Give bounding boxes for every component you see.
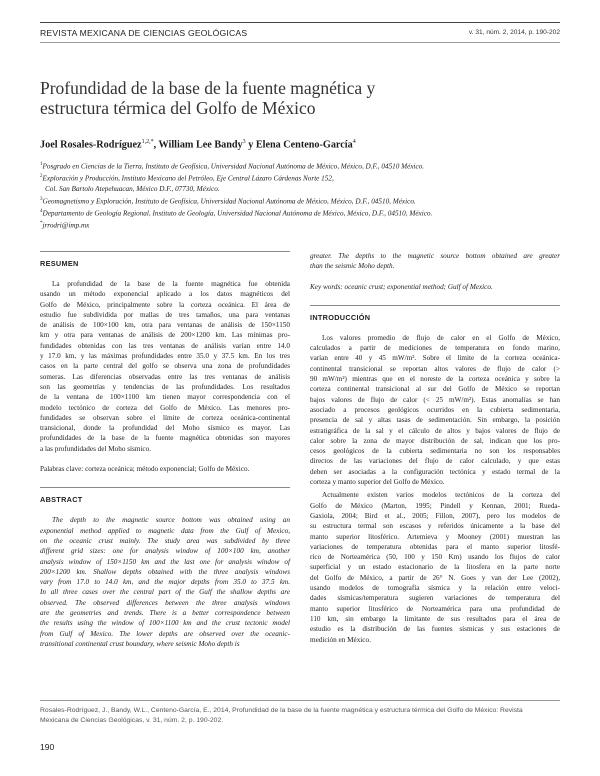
text-line: modelo tectónico de corteza del Golfo de México. Las menores pro- bbox=[40, 403, 290, 412]
introduccion-heading: INTRODUCCIÓN bbox=[310, 312, 371, 322]
text-line: asociado a procesos geológicos ocurridos en la cubierta sedimentaria, bbox=[310, 405, 560, 414]
section-rule bbox=[40, 487, 290, 488]
text-line: Golfo de México (Marton, 1995; Pindell y Kennan, 2001; Rueda- bbox=[310, 501, 560, 510]
author-sep: y bbox=[245, 139, 256, 151]
affiliation: $^3$Geomagnetismo y Exploración, Instituto de Geofísica, Universidad Nacional Autónoma de México, México, D.F., 04510, México. bbox=[40, 196, 416, 205]
top-rule bbox=[40, 22, 560, 23]
text-line: 90 mW/m²) mientras que en el noreste de la corteza oceánica y sobre la bbox=[310, 375, 560, 384]
affiliation: $^4$Departamento de Geología Regional, Instituto de Geología, Universidad Nacional Autónoma de México, México, D.F., 04510, México. bbox=[40, 208, 433, 217]
text-line: La profundidad de la base de la fuente magnética fue obtenida bbox=[52, 280, 290, 288]
resumen-heading: RESUMEN bbox=[40, 259, 79, 268]
text-line: su estructura termal son escasos y referidos únicamente a la base del bbox=[310, 522, 560, 531]
text-line: on the oceanic crust mainly. The study area was subdivided by three bbox=[40, 536, 290, 545]
text-line: Golfo de México, principalmente sobre la corteza oceánica. El área de bbox=[40, 300, 290, 309]
intro-paragraph-1 bbox=[310, 333, 560, 487]
abstract-continuation bbox=[310, 251, 560, 272]
text-line: dades sísmicas/temperatura sugieren variaciones de temperatura del bbox=[310, 594, 560, 603]
text-line: different grid sizes: one for analysis window of 100×100 km, another bbox=[40, 547, 290, 556]
text-line: 110 km, sin embargo la limitante de sus resultados para el área de bbox=[310, 614, 560, 623]
text-line: than the seismic Moho depth. bbox=[310, 262, 395, 271]
article-title bbox=[40, 78, 560, 118]
author-name: William Lee Bandy bbox=[158, 139, 243, 151]
text-line: estudio fue subdividida por mallas de tres tamaños, una para ventanas bbox=[40, 310, 290, 319]
abstract-body bbox=[40, 515, 290, 649]
text-line: profundidades de la base de la fuente magnética obtenidas son mayores bbox=[40, 434, 290, 443]
text-line: In all three cases over the central part of the Gulf the shallow depths are bbox=[40, 588, 290, 597]
journal-name: REVISTA MEXICANA DE CIENCIAS GEOLÓGICAS bbox=[40, 28, 248, 38]
text-line: fundidades obtenidas con las tres ventanas de análisis varían entre 14.0 bbox=[40, 341, 290, 350]
corresponding-email: *jrrodri@imp.mx bbox=[40, 220, 90, 229]
text-line: from Gulf of Mexico. The lower depths are observed over the oceanic- bbox=[40, 629, 290, 638]
text-line: usando un método exponencial aplicado a los datos magnéticos del bbox=[40, 290, 290, 299]
author-list bbox=[40, 139, 356, 150]
text-line: calculados a partir de mediciones de temperatura en fondo marino, bbox=[310, 344, 560, 353]
text-line: medición en México. bbox=[310, 635, 371, 644]
text-line: corteza continental transicional al sur del Golfo de México se reportan bbox=[310, 385, 560, 394]
text-line: continental transicional se reportan altos valores de flujo de calor (> bbox=[310, 364, 560, 373]
text-line: calor sobre la zona de mayor distribución de sal, indican que los pro- bbox=[310, 436, 560, 445]
section-rule bbox=[310, 305, 560, 306]
text-line: someras. Las diferencias observadas entre las tres ventanas de análisis bbox=[40, 372, 290, 381]
right-column bbox=[310, 251, 560, 645]
text-line: transitional continental crust boundary, where seismic Moho depth is bbox=[40, 639, 240, 648]
text-line: a las profundidades del Moho sísmico. bbox=[40, 444, 151, 453]
text-line: son las geometrías y tendencias de las profundidades. Los resultados bbox=[40, 382, 290, 391]
text-line: The depth to the magnetic source bottom was obtained using an bbox=[52, 516, 290, 525]
text-line: usando modelos de tomografía sísmica y la relación entre veloci- bbox=[310, 584, 560, 593]
resumen-body bbox=[40, 279, 290, 454]
text-line: manto superior litosférico de Norteamérica para una profundidad de bbox=[310, 604, 560, 613]
affiliation: $^2$Exploración y Producción, Instituto Mexicano del Petróleo, Eje Central Lázaro Cárdenas Norte 152, bbox=[40, 173, 334, 183]
text-line: deben ser asociadas a la configuración tectónica y estado termal de la bbox=[310, 467, 560, 476]
text-line: corteza y manto superior del Golfo de México. bbox=[310, 478, 445, 487]
section-rule bbox=[40, 251, 290, 252]
resumen-keywords: Palabras clave: corteza oceánica; método exponencial; Golfo de México. bbox=[40, 465, 250, 474]
text-line: bajos valores de flujo de calor (< 25 mW/m²). Estas anomalías se han bbox=[310, 395, 560, 404]
author-sup: 4 bbox=[352, 139, 356, 145]
text-line: greater. The depths to the magnetic source bottom obtained are greater bbox=[310, 252, 560, 260]
author-name: Joel Rosales-Rodríguez bbox=[40, 139, 142, 151]
title-line: Profundidad de la base de la fuente magnética y bbox=[40, 78, 376, 98]
text-line: de la ventana de 100×1100 km tienen mayor correspondencia con el bbox=[40, 393, 290, 402]
text-line: Los valores promedio de flujo de calor en el Golfo de México, bbox=[322, 333, 560, 342]
left-column bbox=[40, 251, 290, 649]
text-line: observed. The observed differences between the three analysis windows bbox=[40, 598, 290, 607]
abstract-keywords: Key words: oceanic crust; exponential method; Gulf of Mexico. bbox=[310, 282, 493, 291]
text-line: del Golfo de México, a partir de 26° N. Goes y van der Lee (2002), bbox=[310, 573, 560, 582]
text-line: the results using the window of 100×1100 km and the crust tectonic model bbox=[40, 619, 290, 628]
text-line: analysis window of 150×1150 km and the last one for analysis window of bbox=[40, 557, 290, 566]
page-number: 190 bbox=[40, 742, 55, 752]
text-line: fundidades se observan sobre el límite de corteza oceánica-continental bbox=[40, 413, 290, 422]
text-line: km y otra para ventanas de análisis de 200×1200 km. Las mínimas pro- bbox=[40, 331, 290, 340]
title-line: estructura térmica del Golfo de México bbox=[40, 98, 316, 118]
citation: Rosales-Rodríguez, J., Bandy, W.L., Centeno-García, E., 2014, Profundidad de la base de la fuente magnética y estructura térmica del Golfo de México: Revista Mexicana de Ciencias Geológicas, v. 31, núm. 2, p. 190-202. bbox=[40, 707, 523, 724]
text-line: Actualmente existen varios modelos tectónicos de la corteza del bbox=[322, 491, 560, 500]
footer-rule bbox=[40, 700, 560, 701]
text-line: variaciones de temperatura obtenidas para el manto superior litosfé- bbox=[310, 542, 560, 551]
abstract-heading: ABSTRACT bbox=[40, 495, 83, 505]
text-line: casos en la parte central del golfo se observa una zona de profundidades bbox=[40, 362, 290, 371]
author-sep: , bbox=[153, 139, 159, 151]
text-line: superficial y un estado estacionario de la litosfera en la parte norte bbox=[310, 563, 560, 572]
affiliation: Col. San Bartolo Atepehuacan, México D.F., 07730, México. bbox=[45, 184, 220, 193]
text-line: manto superior litosférico. Artemieva y Mooney (2001) muestran las bbox=[310, 532, 560, 541]
text-line: cesos geológicos de la cubierta sedimentaria no son los responsables bbox=[310, 447, 560, 456]
text-line: vary from 17.0 to 14.0 km, and the major depths from 35.0 to 37.5 km. bbox=[40, 578, 290, 587]
text-line: varían entre 40 y 45 mW/m². Sobre el límite de la corteza oceánica- bbox=[310, 354, 560, 363]
author-name: Elena Centeno-García bbox=[255, 139, 353, 151]
intro-paragraph-2 bbox=[310, 490, 560, 644]
volume-info: v. 31, núm. 2, 2014, p. 190-202 bbox=[468, 29, 560, 36]
author-sup: 1,2,* bbox=[141, 139, 154, 145]
text-line: rico de Norteamérica (50, 100 y 150 Km) usando los flujos de calor bbox=[310, 553, 560, 562]
affiliation: $^1$Posgrado en Ciencias de la Tierra, Instituto de Geofísica, Universidad Nacional Autónoma de México, México, D.F., 04510 México. bbox=[40, 162, 425, 171]
text-line: y 17.0 km, y las máximas profundidades entre 35.0 y 37.5 km. En los tres bbox=[40, 352, 290, 361]
header-rule bbox=[40, 42, 560, 43]
text-line: presencia de sal y altas tasas de sedimentación. Sin embargo, la posición bbox=[310, 416, 560, 425]
author-sup: 3 bbox=[242, 139, 246, 145]
text-line: directos de las variaciones del flujo de calor calculado, y que estas bbox=[310, 457, 560, 466]
text-line: Gaxiola, 2004; Bird et al., 2005; Fillon, 2007), pero los modelos de bbox=[310, 511, 560, 520]
affiliations bbox=[40, 160, 560, 231]
text-line: estratigráfica de la sal y el cálculo de altos y bajos valores de flujo de bbox=[310, 426, 560, 435]
text-line: de análisis de 100×100 km, otra para ventanas de análisis de 150×1150 bbox=[40, 321, 290, 330]
text-line: are the geometries and trends. There is a better correspondence between bbox=[40, 609, 290, 618]
text-line: 200×1200 km. Shallow depths obtained with the three analysis windows bbox=[40, 567, 290, 576]
text-line: estudio es la distribución de las fuentes sísmicas y sus estaciones de bbox=[310, 625, 560, 634]
text-line: exponential method applied to magnetic data from the Gulf of Mexico, bbox=[40, 526, 290, 535]
text-line: transicional, donde la profundidad del Moho sísmico es mayor. Las bbox=[40, 424, 290, 433]
